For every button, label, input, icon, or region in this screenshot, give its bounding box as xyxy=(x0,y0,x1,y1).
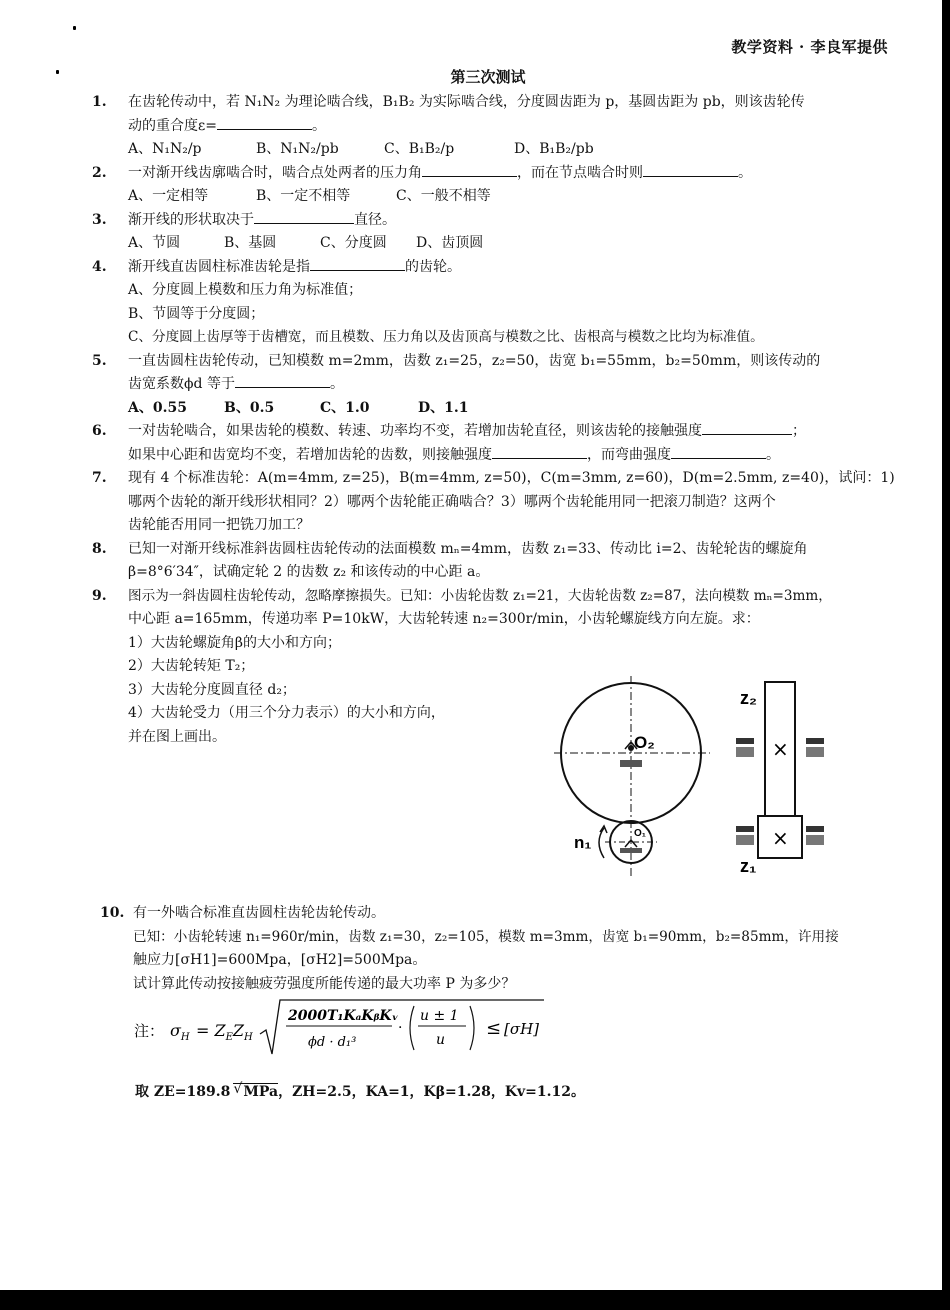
option-a: A、节圆 xyxy=(128,235,181,251)
constants-line xyxy=(135,1081,585,1101)
question-2 xyxy=(92,162,892,209)
bearing-block-icon xyxy=(806,835,824,845)
scan-border-right xyxy=(942,0,950,1310)
option-d: D、齿顶圆 xyxy=(416,235,484,251)
option-a: A、0.55 xyxy=(128,399,187,416)
question-number: 5. xyxy=(92,352,107,369)
formula-dot: · xyxy=(398,1020,403,1036)
question-text-part: 动的重合度ε= xyxy=(128,117,217,134)
options xyxy=(128,138,892,162)
question-number: 4. xyxy=(92,258,107,275)
label-o1: O₁ xyxy=(634,828,646,839)
option-c: C、分度圆 xyxy=(320,235,387,251)
option-d: D、B₁B₂/pb xyxy=(514,141,594,157)
ground-hatch-icon xyxy=(620,760,642,767)
question-text-part: ，而弯曲强度 xyxy=(587,446,671,463)
question-text-part: 。 xyxy=(766,446,780,463)
question-text xyxy=(128,162,892,186)
option-b: B、N₁N₂/pb xyxy=(256,141,339,157)
option-b: B、节圆等于分度圆； xyxy=(128,305,265,322)
formula-leq: ≤ xyxy=(486,1018,502,1039)
question-text: 齿轮能否用同一把铣刀加工？ xyxy=(128,517,310,533)
option-d: D、1.1 xyxy=(418,399,469,416)
option-b: B、基圆 xyxy=(224,235,277,251)
question-text xyxy=(128,420,892,444)
label-o2: O₂ xyxy=(634,733,655,752)
option-c: C、一般不相等 xyxy=(396,188,491,204)
document-source: 教学资料 · 李良军提供 xyxy=(731,38,888,56)
question-text-part: 直径。 xyxy=(354,211,396,228)
question-number: 7. xyxy=(92,470,107,486)
cross-mark: × xyxy=(772,737,789,761)
question-6 xyxy=(92,420,892,467)
question-1 xyxy=(92,91,892,162)
question-8 xyxy=(92,538,892,585)
answer-blank xyxy=(235,373,330,388)
question-number: 3. xyxy=(92,211,107,228)
question-number: 10. xyxy=(100,905,125,921)
scan-speck xyxy=(73,26,76,30)
formula-lhs: $\sigma_H$ xyxy=(170,1021,190,1043)
question-text: 哪两个齿轮的渐开线形状相同？2）哪两个齿轮能正确啮合？3）哪两个齿轮能用同一把滚刀制造？这两个 xyxy=(128,493,776,510)
option-c: C、1.0 xyxy=(320,399,370,416)
question-text: 中心距 a=165mm，传递功率 P=10kW，大齿轮转速 n₂=300r/min，小齿轮螺旋线方向左旋。求： xyxy=(128,611,760,627)
answer-blank xyxy=(422,162,517,177)
question-number: 1. xyxy=(92,94,107,110)
question-number: 8. xyxy=(92,540,107,557)
question-text: β=8°6′34″，试确定轮 2 的齿数 z₂ 和该传动的中心距 a。 xyxy=(128,564,490,580)
question-text xyxy=(128,256,892,280)
option-c: C、分度圆上齿厚等于齿槽宽，而且模数、压力角以及齿顶高与模数之比、齿根高与模数之比均为标准值。 xyxy=(128,329,764,345)
answer-blank xyxy=(254,209,354,224)
question-10 xyxy=(100,902,900,996)
answer-blank xyxy=(671,444,766,459)
question-number: 9. xyxy=(92,587,107,604)
options xyxy=(128,232,892,256)
formula-numerator: 2000T₁KₐKᵦKᵥ xyxy=(288,1008,399,1024)
sub-question: 2）大齿轮转矩 T₂； xyxy=(128,658,255,674)
question-text-part: ； xyxy=(792,423,806,439)
answer-blank xyxy=(492,444,587,459)
question-number: 6. xyxy=(92,423,107,439)
options xyxy=(128,185,892,209)
sub-question: 并在图上画出。 xyxy=(128,728,226,745)
bearing-block-icon xyxy=(736,747,754,757)
question-number: 2. xyxy=(92,164,107,181)
question-text xyxy=(128,444,892,468)
contact-stress-formula xyxy=(130,996,550,1058)
option-b: B、0.5 xyxy=(224,399,275,416)
question-text-part: 一对齿轮啮合，如果齿轮的模数、转速、功率均不变，若增加齿轮直径，则该齿轮的接触强度 xyxy=(128,423,702,439)
question-5 xyxy=(92,350,892,421)
page-title: 第三次测试 xyxy=(450,68,526,86)
formula-frac2-denominator: u xyxy=(436,1032,446,1048)
answer-blank xyxy=(217,115,312,130)
option-b: B、一定不相等 xyxy=(256,188,351,204)
question-text-part: 的齿轮。 xyxy=(405,258,461,275)
bearing-block-icon xyxy=(736,738,754,744)
question-text-part: 。 xyxy=(738,164,752,181)
question-text: 有一外啮合标准直齿圆柱齿轮齿轮传动。 xyxy=(133,905,385,921)
question-text: 已知：小齿轮转速 n₁=960r/min，齿数 z₁=30，z₂=105，模数 m=3mm，齿宽 b₁=90mm，b₂=85mm，许用接 xyxy=(133,928,839,945)
bearing-block-icon xyxy=(736,826,754,832)
sqrt-symbol: √ xyxy=(233,1081,243,1097)
constant-unit: MPa xyxy=(243,1084,279,1100)
question-list xyxy=(92,91,895,749)
gear-transmission-figure xyxy=(550,676,840,876)
bearing-block-icon xyxy=(736,835,754,845)
formula-equals: = $Z_EZ_H$ xyxy=(196,1021,253,1043)
sub-question: 4）大齿轮受力（用三个分力表示）的大小和方向， xyxy=(128,705,445,721)
option-a: A、N₁N₂/p xyxy=(128,141,202,157)
question-text-part: 如果中心距和齿宽均不变，若增加齿轮的齿数，则接触强度 xyxy=(128,446,492,463)
formula-denominator: ϕd · d₁³ xyxy=(308,1035,357,1050)
question-4 xyxy=(92,256,892,350)
bearing-block-icon xyxy=(806,738,824,744)
answer-blank xyxy=(643,162,738,177)
label-n1: n₁ xyxy=(574,833,592,852)
ground-hatch-icon xyxy=(620,848,642,853)
bearing-block-icon xyxy=(806,747,824,757)
label-z1: z₁ xyxy=(740,856,757,876)
question-text-part: 一对渐开线齿廓啮合时，啮合点处两者的压力角 xyxy=(128,164,422,181)
question-text-part: 渐开线的形状取决于 xyxy=(128,211,254,228)
constant-ze: 取 ZE=189.8 xyxy=(135,1084,231,1100)
question-text: 已知一对渐开线标准斜齿圆柱齿轮传动的法面模数 mₙ=4mm，齿数 z₁=33、传动比 i=2、齿轮轮齿的螺旋角 xyxy=(128,540,808,557)
option-a: A、分度圆上模数和压力角为标准值； xyxy=(128,282,363,298)
scan-border-bottom xyxy=(0,1290,950,1310)
question-text: 触应力[σH1]=600Mpa，[σH2]=500Mpa。 xyxy=(133,952,427,968)
question-text xyxy=(128,209,892,233)
answer-blank xyxy=(310,256,405,271)
options xyxy=(128,397,892,421)
question-7 xyxy=(92,467,895,538)
question-text xyxy=(128,373,892,397)
label-z2: z₂ xyxy=(740,688,757,708)
sub-question: 1）大齿轮螺旋角β的大小和方向； xyxy=(128,634,342,651)
constants-rest: ，ZH=2.5，KA=1，Kβ=1.28，Kv=1.12。 xyxy=(278,1084,585,1100)
question-text: 一直齿圆柱齿轮传动，已知模数 m=2mm，齿数 z₁=25，z₂=50，齿宽 b₁=55mm，b₂=50mm，则该传动的 xyxy=(128,352,821,369)
cross-mark: × xyxy=(772,826,789,850)
question-3 xyxy=(92,209,892,256)
paren-left xyxy=(410,1006,414,1050)
sub-question: 3）大齿轮分度圆直径 d₂； xyxy=(128,681,296,698)
question-text: 在齿轮传动中，若 N₁N₂ 为理论啮合线，B₁B₂ 为实际啮合线，分度圆齿距为 p，基圆齿距为 pb，则该齿轮传 xyxy=(128,94,805,110)
option-c: C、B₁B₂/p xyxy=(384,141,455,157)
question-text-part: 渐开线直齿圆柱标准齿轮是指 xyxy=(128,258,310,275)
option-a: A、一定相等 xyxy=(128,188,209,204)
question-text-part: 齿宽系数ϕd 等于 xyxy=(128,376,235,392)
formula-frac2-numerator: u ± 1 xyxy=(420,1008,459,1024)
answer-blank xyxy=(702,420,792,435)
sqrt-radicand xyxy=(233,1083,278,1100)
question-text-part: ，而在节点啮合时则 xyxy=(517,164,643,181)
question-text-part: 。 xyxy=(311,117,326,134)
formula-rhs: [σH] xyxy=(504,1020,540,1038)
question-text: 图示为一斜齿圆柱齿轮传动，忽略摩擦损失。已知：小齿轮齿数 z₁=21，大齿轮齿数 z₂=87，法向模数 mₙ=3mm， xyxy=(128,587,832,604)
question-text xyxy=(128,115,892,139)
question-text: 现有 4 个标准齿轮：A(m=4mm, z=25)，B(m=4mm, z=50)，C(m=3mm, z=60)，D(m=2.5mm, z=40)，试问：1) xyxy=(128,470,895,486)
question-text: 试计算此传动按接触疲劳强度所能传递的最大功率 P 为多少？ xyxy=(133,975,516,992)
rotation-arrow-icon xyxy=(599,828,604,858)
question-text-part: 。 xyxy=(329,376,344,392)
formula-note: 注： xyxy=(134,1022,165,1040)
question-body xyxy=(100,902,900,996)
paren-right xyxy=(470,1006,474,1050)
bearing-block-icon xyxy=(806,826,824,832)
